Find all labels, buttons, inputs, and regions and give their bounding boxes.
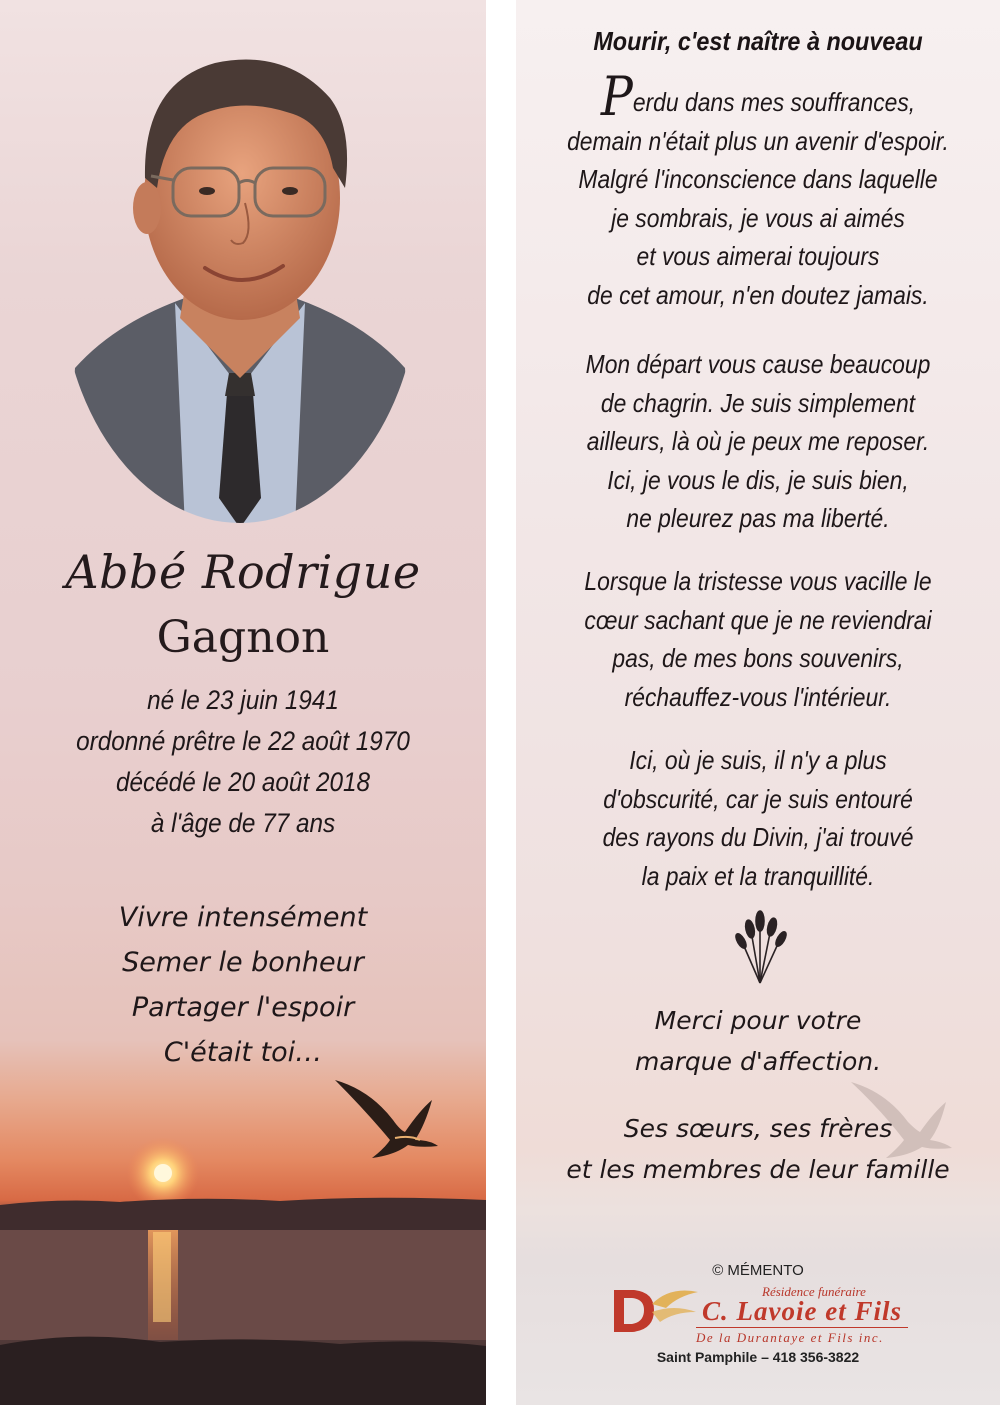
poem-line: Malgré l'inconscience dans laquelle bbox=[578, 164, 938, 194]
poem-stanza-1 bbox=[516, 65, 1000, 314]
poem-line: Lorsque la tristesse vous vacille le bbox=[584, 566, 932, 596]
poem-line: ne pleurez pas ma liberté. bbox=[626, 503, 890, 533]
poem-line: je sombrais, je vous ai aimés bbox=[611, 202, 905, 233]
family-line: Ses sœurs, ses frères bbox=[623, 1114, 893, 1143]
poem-line: cœur sachant que je ne reviendrai bbox=[584, 604, 932, 635]
poem-line: réchauffez-vous l'intérieur. bbox=[624, 681, 892, 712]
thanks-line: marque d'affection. bbox=[634, 1047, 882, 1076]
poem-line: la paix et la tranquillité. bbox=[641, 860, 875, 891]
poem-line: Ici, je vous le dis, je suis bien, bbox=[607, 464, 909, 495]
motto bbox=[0, 895, 486, 1075]
poem-line: et vous aimerai toujours bbox=[636, 241, 880, 271]
poem-line: pas, de mes bons souvenirs, bbox=[612, 643, 904, 673]
poem-line: Mon départ vous cause beaucoup bbox=[585, 349, 931, 379]
memorial-card-front bbox=[0, 0, 486, 1405]
poem-stanza-4 bbox=[516, 741, 1000, 895]
funeral-home-divider bbox=[696, 1327, 908, 1328]
memorial-card-back bbox=[516, 0, 1000, 1405]
card-gap bbox=[486, 0, 516, 1405]
motto-line: Semer le bonheur bbox=[122, 947, 364, 978]
poem-line: Ici, où je suis, il n'y a plus bbox=[629, 745, 887, 775]
name-first-line: Abbé Rodrigue bbox=[65, 545, 421, 599]
poem-line: de cet amour, n'en doutez jamais. bbox=[587, 279, 929, 310]
funeral-home-logo-icon bbox=[608, 1282, 700, 1338]
poem-line: demain n'était plus un avenir d'espoir. bbox=[567, 125, 949, 156]
poem-stanza-3 bbox=[516, 562, 1000, 716]
family-line: et les membres de leur famille bbox=[566, 1155, 950, 1184]
birth-date: né le 23 juin 1941 bbox=[147, 685, 339, 715]
poem-line: de chagrin. Je suis simplement bbox=[600, 387, 916, 418]
life-dates bbox=[24, 680, 461, 844]
thanks-line: Merci pour votre bbox=[654, 1006, 862, 1035]
motto-line: Partager l'espoir bbox=[131, 992, 355, 1023]
funeral-home-tagline: Résidence funéraire bbox=[762, 1284, 866, 1299]
dropcap-letter: P bbox=[600, 65, 633, 128]
poem-title: Mourir, c'est naître à nouveau bbox=[593, 26, 923, 56]
seagull-icon bbox=[335, 1080, 438, 1158]
ordination-date: ordonné prêtre le 22 août 1970 bbox=[76, 726, 410, 756]
name-last-line: Gagnon bbox=[156, 612, 330, 663]
motto-line: Vivre intensément bbox=[118, 902, 368, 933]
funeral-home-name: C. Lavoie et Fils bbox=[702, 1296, 902, 1326]
portrait-photo bbox=[55, 28, 425, 528]
funeral-home-subname: De la Durantaye et Fils inc. bbox=[696, 1330, 884, 1345]
motto-line: C'était toi… bbox=[163, 1037, 323, 1068]
poem-line: ailleurs, là où je peux me reposer. bbox=[586, 426, 930, 456]
age-at-death: à l'âge de 77 ans bbox=[150, 808, 336, 838]
poem-line: d'obscurité, car je suis entouré bbox=[603, 783, 913, 814]
death-date: décédé le 20 août 2018 bbox=[115, 767, 371, 797]
family-signature bbox=[516, 1108, 1000, 1190]
wheat-icon bbox=[728, 905, 792, 985]
poem-stanza-2 bbox=[516, 345, 1000, 538]
thanks-message bbox=[516, 1000, 1000, 1082]
sunset-lake-image bbox=[0, 1060, 486, 1405]
memento-credit: © MÉMENTO bbox=[712, 1262, 804, 1279]
funeral-home-address: Saint Pamphile – 418 356-3822 bbox=[656, 1349, 860, 1365]
poem-line: erdu dans mes souffrances, bbox=[632, 87, 916, 117]
poem-line: des rayons du Divin, j'ai trouvé bbox=[602, 822, 914, 852]
